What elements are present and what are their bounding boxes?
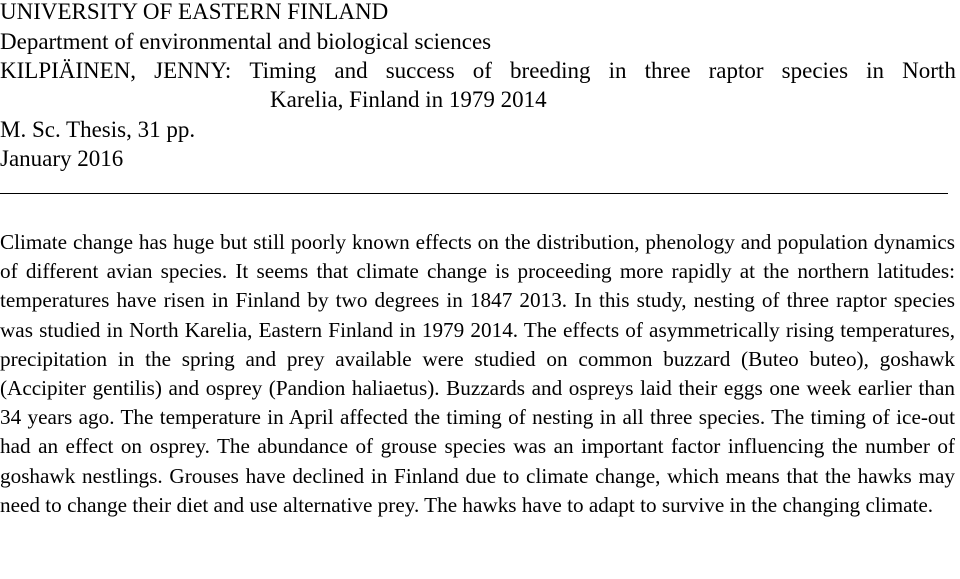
horizontal-divider xyxy=(0,193,948,194)
title-word: success xyxy=(385,58,455,83)
title-word: in xyxy=(608,58,627,83)
title-word: Timing xyxy=(249,58,317,83)
degree-info: M. Sc. Thesis, 31 pp. xyxy=(0,117,196,142)
title-word: species xyxy=(781,58,849,83)
title-word: KILPIÄINEN, xyxy=(0,58,137,83)
title-word: three xyxy=(644,58,691,83)
thesis-title-line-1 xyxy=(0,57,956,85)
title-word: breeding xyxy=(510,58,591,83)
title-word: JENNY: xyxy=(154,58,232,83)
abstract-body: Climate change has huge but still poorly known effects on the distribution, phenology and population dynamics of different avian species. It seems that climate change is proceeding more rapidly at the northern latitudes: temperatures have risen in Finland by two degrees in 1847 2013. In this study, nesting of three raptor species was studied in North Karelia, Eastern Finland in 1979 2014. The effects of asymmetrically rising temperatures, precipitation in the spring and prey available were studied on common buzzard (Buteo buteo), goshawk (Accipiter gentilis) and osprey (Pandion haliaetus). Buzzards and ospreys laid their eggs one week earlier than 34 years ago. The temperature in April affected the timing of nesting in all three species. The timing of ice-out had an effect on osprey. The abundance of grouse species was an important factor influencing the number of goshawk nestlings. Grouses have declined in Finland due to climate change, which means that the hawks may need to change their diet and use alternative prey. The hawks have to adapt to survive in the changing climate. xyxy=(0,230,955,517)
title-word: in xyxy=(866,58,885,83)
title-word: raptor xyxy=(708,58,764,83)
university-name: UNIVERSITY OF EASTERN FINLAND xyxy=(0,0,389,24)
title-word: of xyxy=(472,58,492,83)
thesis-title-line-2: Karelia, Finland in 1979 2014 xyxy=(270,87,547,112)
department-name: Department of environmental and biological sciences xyxy=(0,29,492,54)
title-word: North xyxy=(902,58,956,83)
publication-date: January 2016 xyxy=(0,146,124,171)
title-word: and xyxy=(334,58,368,83)
